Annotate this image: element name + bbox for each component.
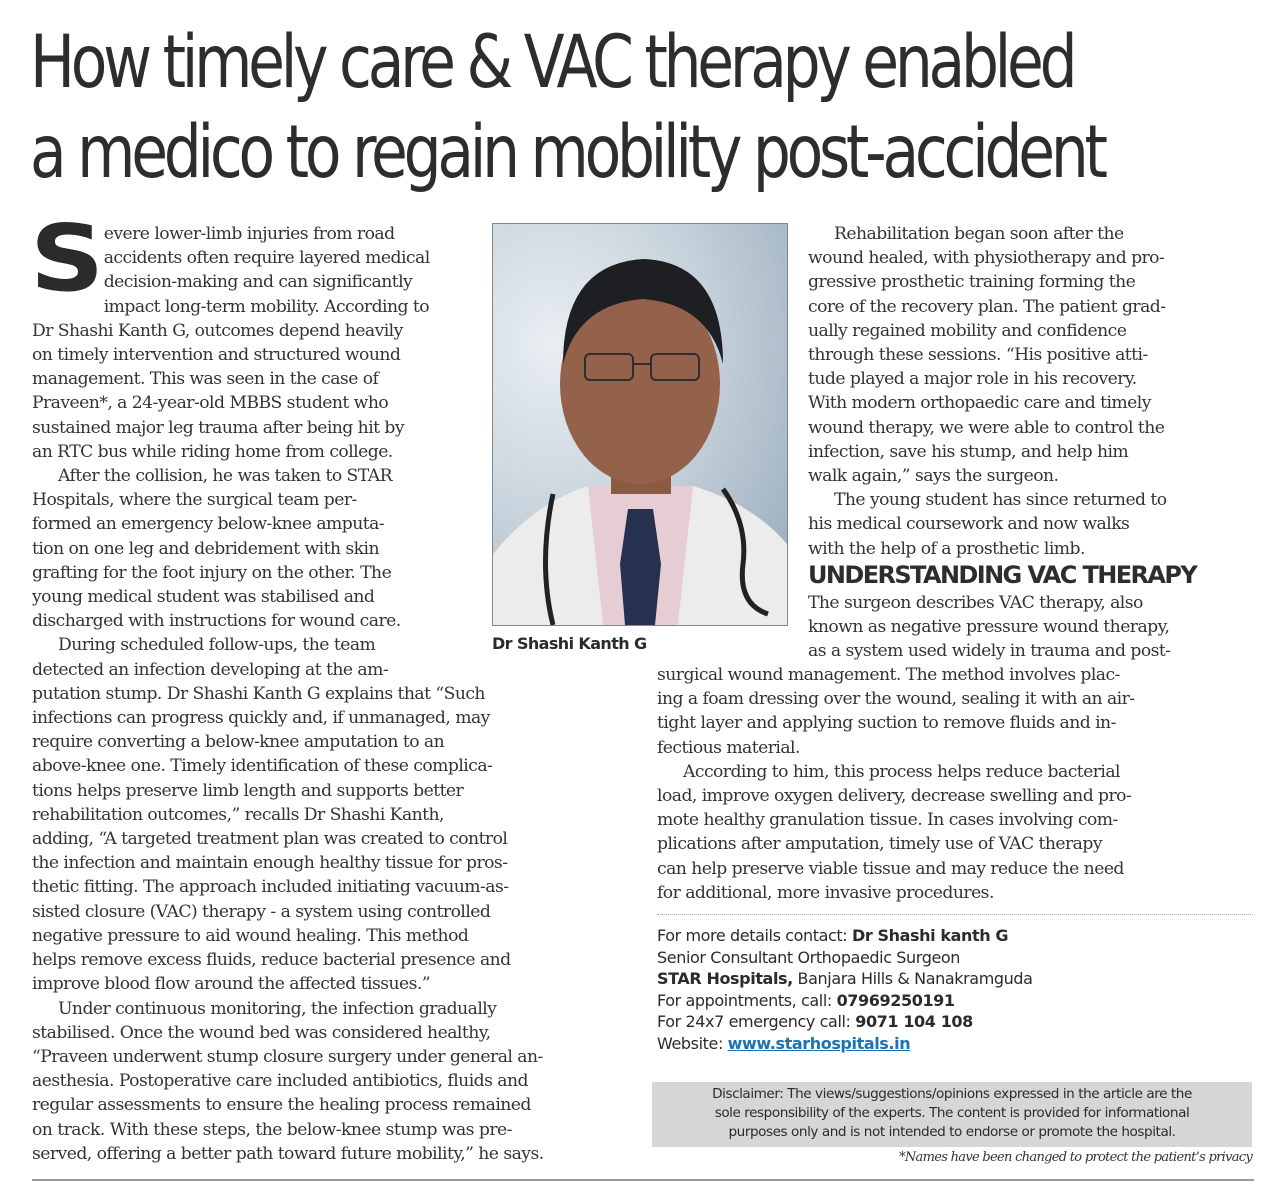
doctor-portrait-icon [493, 224, 787, 625]
contact-line-website: Website: www.starhospitals.in [657, 1033, 911, 1053]
contact-line-title: Senior Consultant Orthopaedic Surgeon [657, 947, 961, 967]
headline-line-1: How timely care & VAC therapy enabled [30, 20, 1074, 105]
disclaimer-box: Disclaimer: The views/suggestions/opinions expressed in the article are the sole responsibility of the experts. The content is provided for informational purposes only and is not intended to endorse or promote the hospital. [652, 1082, 1252, 1147]
article-column-2-top [808, 222, 1258, 561]
section-divider [657, 914, 1253, 915]
appointment-phone: 07969250191 [836, 990, 955, 1010]
photo-caption: Dr Shashi Kanth G [492, 634, 647, 653]
privacy-footnote: *Names have been changed to protect the patient’s privacy [899, 1150, 1252, 1165]
article-paragraph-7-rest: surgical wound management. The method involves plac- ing a foam dressing over the wound, sealing it with an air- tight layer and applying suction to remove fluids and in- fectious material. [657, 665, 1135, 758]
website-link[interactable]: www.starhospitals.in [727, 1033, 911, 1053]
article-paragraph-1: evere lower-limb injuries from road accidents often require layered medical decision-making and can significantly impact long-term mobility. According to Dr Shashi Kanth G, outcomes depend heavily on timely intervention and structured wound management. This was seen in the case of Praveen*, a 24-year-old MBBS student who sustained major leg trauma after being hit by an RTC bus while riding home from college. [32, 224, 430, 462]
doctor-name: Dr Shashi kanth G [851, 926, 1009, 945]
contact-line-doctor: For more details contact: Dr Shashi kanth G [657, 926, 1009, 945]
article-column-1-top [30, 205, 544, 1166]
article-paragraph-2: After the collision, he was taken to STAR Hospitals, where the surgical team per- formed an emergency below-knee amputa- tion on one leg and debridement with skin grafting for the foot injury on the other. The young medical student was stabilised and discharged with instructions for wound care. [32, 466, 401, 632]
section-subhead: UNDERSTANDING VAC THERAPY [808, 561, 1197, 589]
bottom-rule [32, 1179, 1254, 1181]
article-paragraph-6: The young student has since returned to his medical coursework and now walks with the help of a prosthetic limb. [808, 490, 1167, 559]
emergency-phone: 9071 104 108 [855, 1012, 973, 1032]
contact-block [657, 925, 1033, 1055]
contact-line-emergency: For 24x7 emergency call: 9071 104 108 [657, 1012, 973, 1032]
article-column-2-wide [657, 663, 1257, 905]
article-paragraph-8: According to him, this process helps reduce bacterial load, improve oxygen delivery, decrease swelling and pro- mote healthy granulation tissue. In cases involving com- plications after amputation, timely use of VAC therapy can help preserve viable tissue and may reduce the need for additional, more invasive procedures. [657, 761, 1132, 903]
dropcap: S [30, 205, 104, 312]
article-paragraph-7-start: The surgeon describes VAC therapy, also known as negative pressure wound therapy, as a system used widely in trauma and post- [808, 593, 1171, 662]
contact-line-appointments: For appointments, call: 07969250191 [657, 990, 955, 1010]
headline [30, 18, 1260, 198]
hospital-name: STAR Hospitals, [657, 969, 793, 989]
contact-line-hospital: STAR Hospitals, Banjara Hills & Nanakramguda [657, 969, 1033, 989]
headline-line-2: a medico to regain mobility post-accident [30, 110, 1104, 195]
article-paragraph-3: During scheduled follow-ups, the team detected an infection developing at the am- putation stump. Dr Shashi Kanth G explains that “Such infections can progress quickly and, if unmanaged, may require converting a below-knee amputation to an above-knee one. Timely identification of these complica- tions helps preserve limb length and supports better rehabilitation outcomes,” recalls Dr Shashi Kanth, adding, “A targeted treatment plan was created to control the infection and maintain enough healthy tissue for pros- thetic fitting. The approach included initiating vacuum-as- sisted closure (VAC) therapy - a system using controlled negative pressure to aid wound healing. This method helps remove excess fluids, reduce bacterial presence and improve blood flow around the affected tissues.” [32, 635, 511, 995]
article-paragraph-4: Under continuous monitoring, the infection gradually stabilised. Once the wound bed was considered healthy, “Praveen underwent stump closure surgery under general an- aesthesia. Postoperative care included antibiotics, fluids and regular assessments to ensure the healing process remained on track. With these steps, the below-knee stump was pre- served, offering a better path toward future mobility,” he says. [32, 998, 544, 1164]
article-column-2-narrow [808, 591, 1258, 664]
article-paragraph-5: Rehabilitation began soon after the wound healed, with physiotherapy and pro- gressive prosthetic training forming the core of the recovery plan. The patient grad- ually regained mobility and confidence through these sessions. “His positive atti- tude played a major role in his recovery. With modern orthopaedic care and timely wound therapy, we were able to control the infection, save his stump, and help him walk again,” says the surgeon. [808, 224, 1166, 487]
doctor-photo [492, 223, 788, 626]
